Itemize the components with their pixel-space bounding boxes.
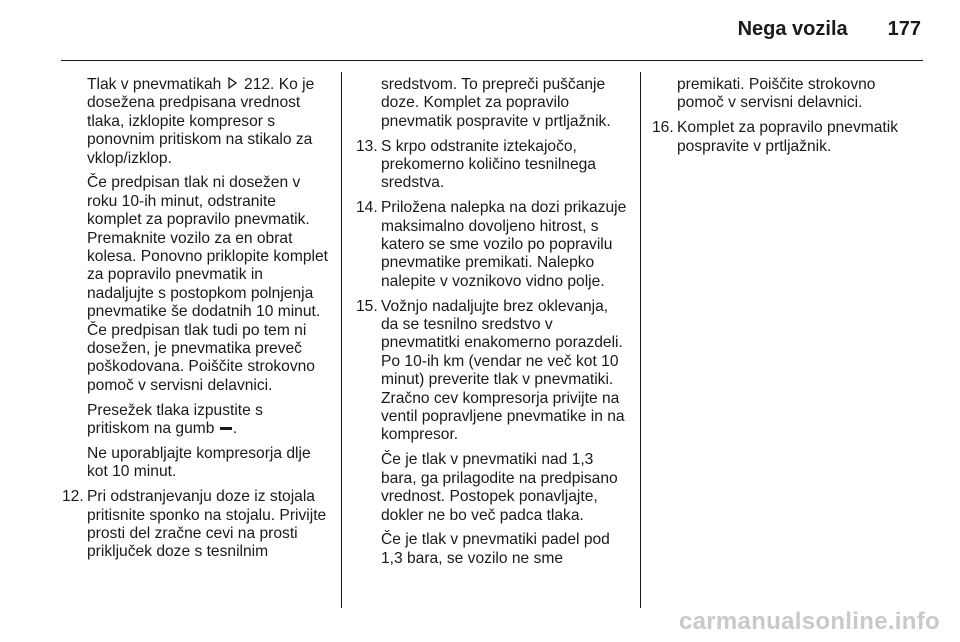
paragraph-release-pressure: Presežek tlaka izpustite s pritiskom na gumb . <box>87 401 263 438</box>
paragraph-pressure-above: Če je tlak v pnevmatiki nad 1,3 bara, ga prilagodite na predpisano vrednost. Postopek ponavljajte, dokler ne bo več padca tlaka. <box>381 451 618 524</box>
page-header <box>738 18 921 41</box>
list-item-13: 13. S krpo odstranite iztekajočo, prekomerno količino tesnilnega sredstva. <box>356 137 596 192</box>
paragraph-compressor-limit: Ne uporabljajte kompresorja dlje kot 10 minut. <box>87 444 311 481</box>
column-divider-2 <box>640 72 641 608</box>
paragraph-item15-continued: premikati. Poiščite strokovno pomoč v servisni delavnici. <box>677 76 876 112</box>
right-triangle-ref-icon[interactable] <box>226 76 240 94</box>
chapter-title: Nega vozila <box>737 18 848 40</box>
paragraph-pressure-not-reached: Če predpisan tlak ni dosežen v roku 10-ih minut, odstranite komplet za popravilo pnevmatik. Premaknite vozilo za en obrat kolesa. Ponovno priklopite komplet za popravilo pnevmatik in nadaljujte s postopkom polnjenja pnevmatike še dodatnih 10 minut. Če predpisan tlak tudi po tem ni dosežen, je pnevmatika preveč poškodovana. Poiščite strokovno pomoč v servisni delavnici. <box>87 174 328 394</box>
minus-button-icon <box>220 427 232 430</box>
paragraph-tire-pressure: Tlak v pnevmatikah 212. Ko je dosežena predpisana vrednost tlaka, izklopite kompresor s ponovnim pritiskom na stikalo za vklop/izklop. <box>87 76 315 167</box>
list-item-15: 15. Vožnjo nadaljujte brez oklevanja, da se tesnilno sredstvo v pnevmatitki enakomerno porazdeli. Po 10-ih km (vendar ne več kot 10 minut) preverite tlak v pnevmatiki. Zračno cev kompresorja privijte na ventil popravljene pnevmatike in na kompresor. <box>356 297 625 444</box>
list-item-12: 12. Pri odstranjevanju doze iz stojala pritisnite sponko na stojalu. Privijte prosti del zračne cevi na prosti priključek doze s tesnilnim <box>62 488 327 561</box>
watermark: carmanualsonline.info <box>678 608 940 635</box>
column-2 <box>356 76 628 575</box>
list-item-16: 16. Komplet za popravilo pnevmatik pospravite v prtljažnik. <box>652 119 899 155</box>
column-divider-1 <box>341 72 342 608</box>
list-item-14: 14. Priložena nalepka na dozi prikazuje maksimalno dovoljeno hitrost, s katero se sme vozilo po popravilu pnevmatike premikati. Nalepko nalepite v voznikovo vidno polje. <box>356 199 627 290</box>
paragraph-pressure-below: Če je tlak v pnevmatiki padel pod 1,3 bara, se vozilo ne sme <box>381 531 610 567</box>
page-number: 177 <box>887 18 921 40</box>
column-3 <box>652 76 924 162</box>
paragraph-item12-continued: sredstvom. To prepreči puščanje doze. Komplet za popravilo pnevmatik pospravite v prtljažnik. <box>381 76 611 130</box>
column-1 <box>62 76 328 568</box>
header-rule <box>61 60 923 61</box>
